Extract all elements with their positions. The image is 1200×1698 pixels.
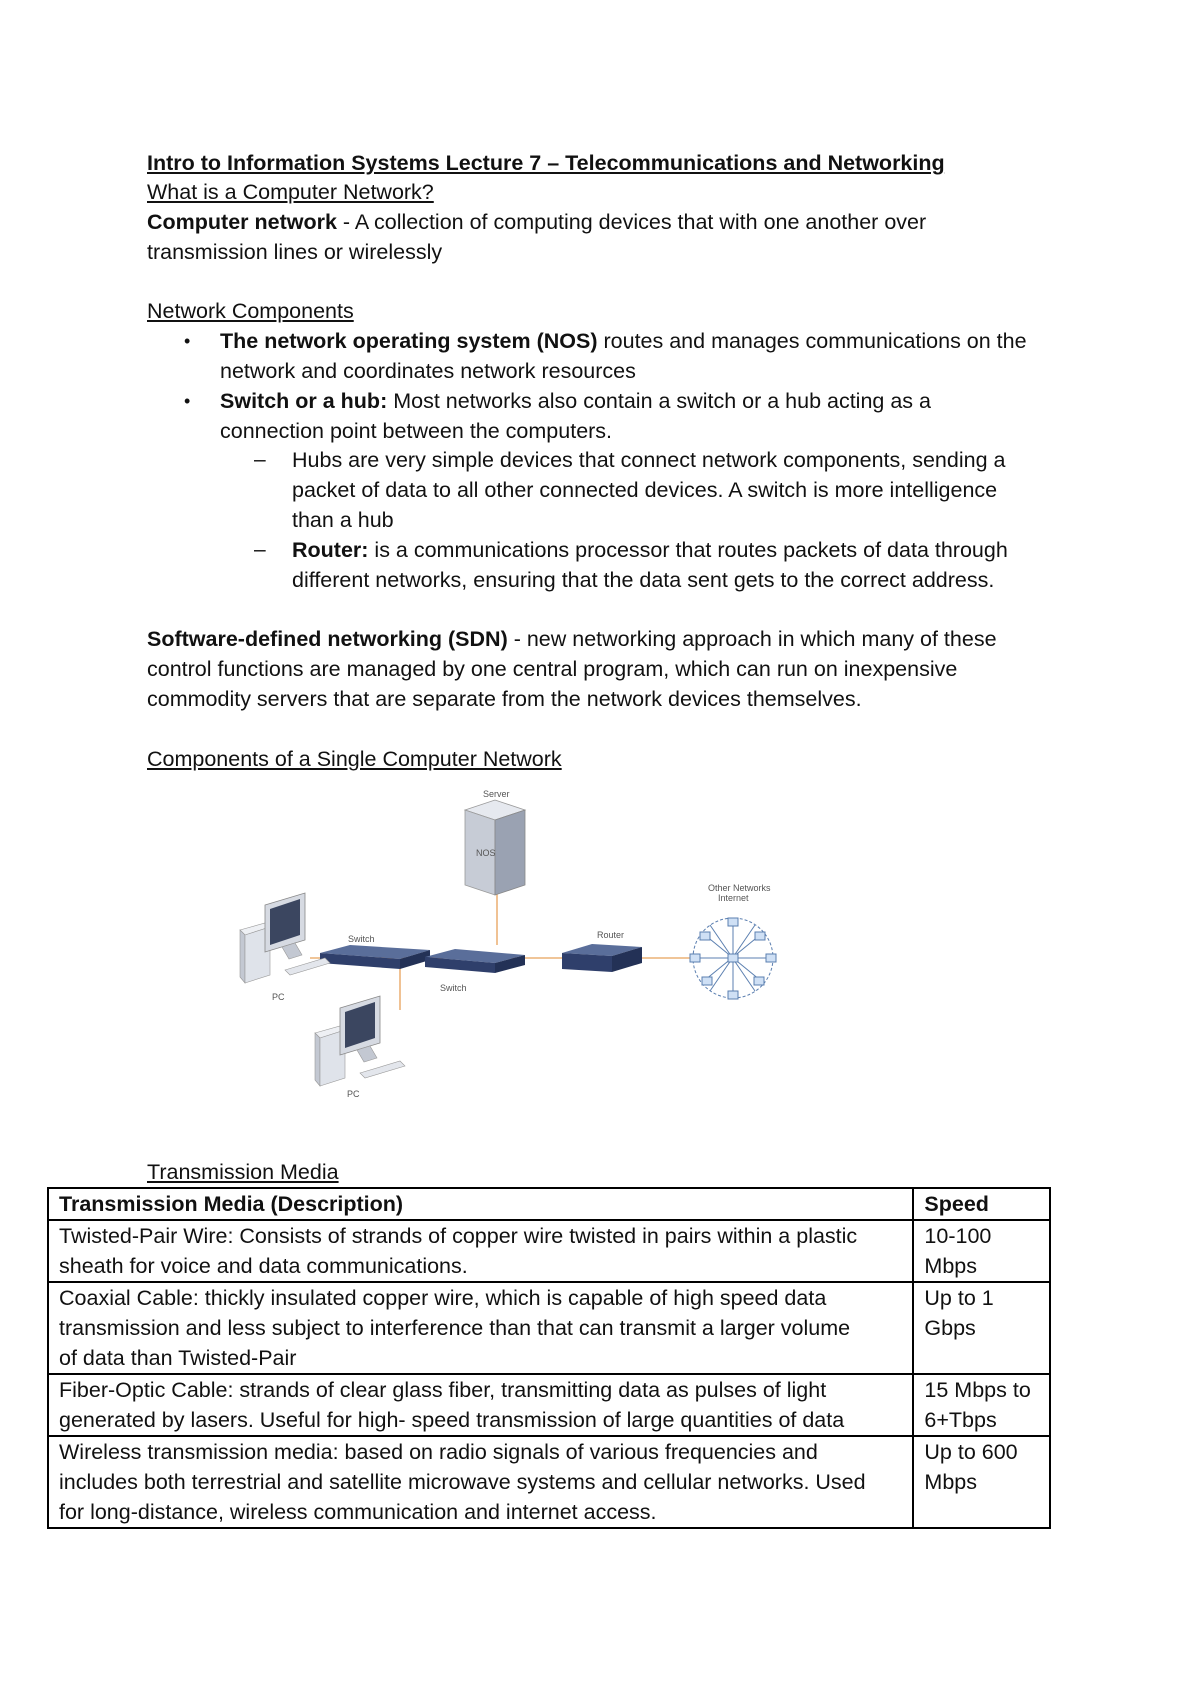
router-label: Router — [597, 930, 625, 940]
description-line: of data than Twisted-Pair — [59, 1346, 297, 1370]
question-heading: What is a Computer Network? — [147, 180, 434, 204]
bullet-icon: • — [184, 391, 191, 411]
definition-line-1 — [147, 207, 926, 237]
nos-line-1 — [220, 326, 1027, 356]
server-label: Server — [483, 789, 510, 799]
description-cell — [48, 1374, 913, 1436]
speed-line: Mbps — [924, 1470, 977, 1494]
dash-icon: – — [254, 448, 266, 471]
switch-icon — [320, 945, 430, 969]
switch-label-2: Switch — [440, 983, 467, 993]
speed-line: Gbps — [924, 1316, 976, 1340]
speed-line: 10-100 — [924, 1224, 992, 1248]
nos-text: routes and manages communications on the — [597, 329, 1027, 353]
speed-line: 15 Mbps to — [924, 1378, 1031, 1402]
description-line: for long-distance, wireless communication and internet access. — [59, 1500, 657, 1524]
speed-line: 6+Tbps — [924, 1408, 997, 1432]
description-line: Fiber-Optic Cable: strands of clear glass fiber, transmitting data as pulses of light — [59, 1378, 827, 1402]
table-row — [48, 1374, 1050, 1436]
hubs-line-2: packet of data to all other connected devices. A switch is more intelligence — [292, 478, 998, 502]
sdn-line-2: control functions are managed by one central program, which can run on inexpensive — [147, 657, 958, 681]
other-networks-label: Other Networks — [708, 883, 771, 893]
router-term: Router: — [292, 538, 369, 562]
sdn-term: Software-defined networking (SDN) — [147, 627, 508, 651]
description-line: transmission and less subject to interference than that can transmit a larger volume — [59, 1316, 851, 1340]
nos-term: The network operating system (NOS) — [220, 329, 598, 353]
bullet-icon: • — [184, 331, 191, 351]
description-line: Wireless transmission media: based on radio signals of various frequencies and — [59, 1440, 818, 1464]
description-line: Coaxial Cable: thickly insulated copper wire, which is capable of high speed data — [59, 1286, 827, 1310]
router-icon — [562, 944, 642, 972]
table-row — [48, 1282, 1050, 1374]
transmission-media-heading: Transmission Media — [147, 1160, 339, 1184]
table-row — [48, 1436, 1050, 1528]
sdn-line-1 — [147, 624, 997, 654]
switch-term: Switch or a hub: — [220, 389, 388, 413]
description-line: Twisted-Pair Wire: Consists of strands of copper wire twisted in pairs within a plastic — [59, 1224, 858, 1248]
switch-line-2: connection point between the computers. — [220, 419, 613, 443]
speed-line: Up to 600 — [924, 1440, 1018, 1464]
network-diagram — [240, 789, 800, 1115]
description-cell — [48, 1220, 913, 1282]
description-line: generated by lasers. Useful for high- speed transmission of large quantities of data — [59, 1408, 845, 1432]
pc-icon — [240, 893, 330, 983]
description-line: sheath for voice and data communications. — [59, 1254, 468, 1278]
speed-cell — [913, 1282, 1050, 1374]
hubs-line-1: Hubs are very simple devices that connect network components, sending a — [292, 448, 1006, 472]
single-network-heading: Components of a Single Computer Network — [147, 747, 562, 771]
pc-label-2: PC — [347, 1089, 360, 1099]
switch-text: Most networks also contain a switch or a hub acting as a — [387, 389, 931, 413]
header-speed: Speed — [913, 1188, 1050, 1220]
description-cell — [48, 1436, 913, 1528]
header-description: Transmission Media (Description) — [48, 1188, 913, 1220]
dash-icon: – — [254, 538, 266, 561]
table-header-row — [48, 1188, 1050, 1220]
speed-cell — [913, 1374, 1050, 1436]
speed-line: Up to 1 — [924, 1286, 994, 1310]
sdn-text: - new networking approach in which many of these — [507, 627, 997, 651]
description-line: includes both terrestrial and satellite microwave systems and cellular networks. Used — [59, 1470, 866, 1494]
nos-line-2: network and coordinates network resources — [220, 359, 636, 383]
transmission-media-table — [47, 1187, 1051, 1529]
switch-line-1 — [220, 386, 931, 416]
speed-line: Mbps — [924, 1254, 977, 1278]
components-heading: Network Components — [147, 299, 354, 323]
definition-term: Computer network — [147, 210, 337, 234]
speed-cell — [913, 1436, 1050, 1528]
sdn-line-3: commodity servers that are separate from the network devices themselves. — [147, 687, 862, 711]
server-icon — [465, 800, 525, 895]
definition-line-2: transmission lines or wirelessly — [147, 240, 443, 264]
internet-label: Internet — [718, 893, 749, 903]
router-text: is a communications processor that routes packets of data through — [368, 538, 1008, 562]
pc-icon — [315, 996, 405, 1086]
internet-globe-icon — [690, 918, 776, 999]
hubs-line-3: than a hub — [292, 508, 394, 532]
table-row — [48, 1220, 1050, 1282]
speed-cell — [913, 1220, 1050, 1282]
router-line-1 — [292, 535, 1008, 565]
document-title: Intro to Information Systems Lecture 7 – Telecommunications and Networking — [147, 151, 945, 175]
pc-label-1: PC — [272, 992, 285, 1002]
description-cell — [48, 1282, 913, 1374]
switch-label-1: Switch — [348, 934, 375, 944]
nos-label: NOS — [476, 848, 496, 858]
switch-icon — [425, 949, 525, 973]
router-line-2: different networks, ensuring that the data sent gets to the correct address. — [292, 568, 995, 592]
definition-text: - A collection of computing devices that with one another over — [336, 210, 927, 234]
